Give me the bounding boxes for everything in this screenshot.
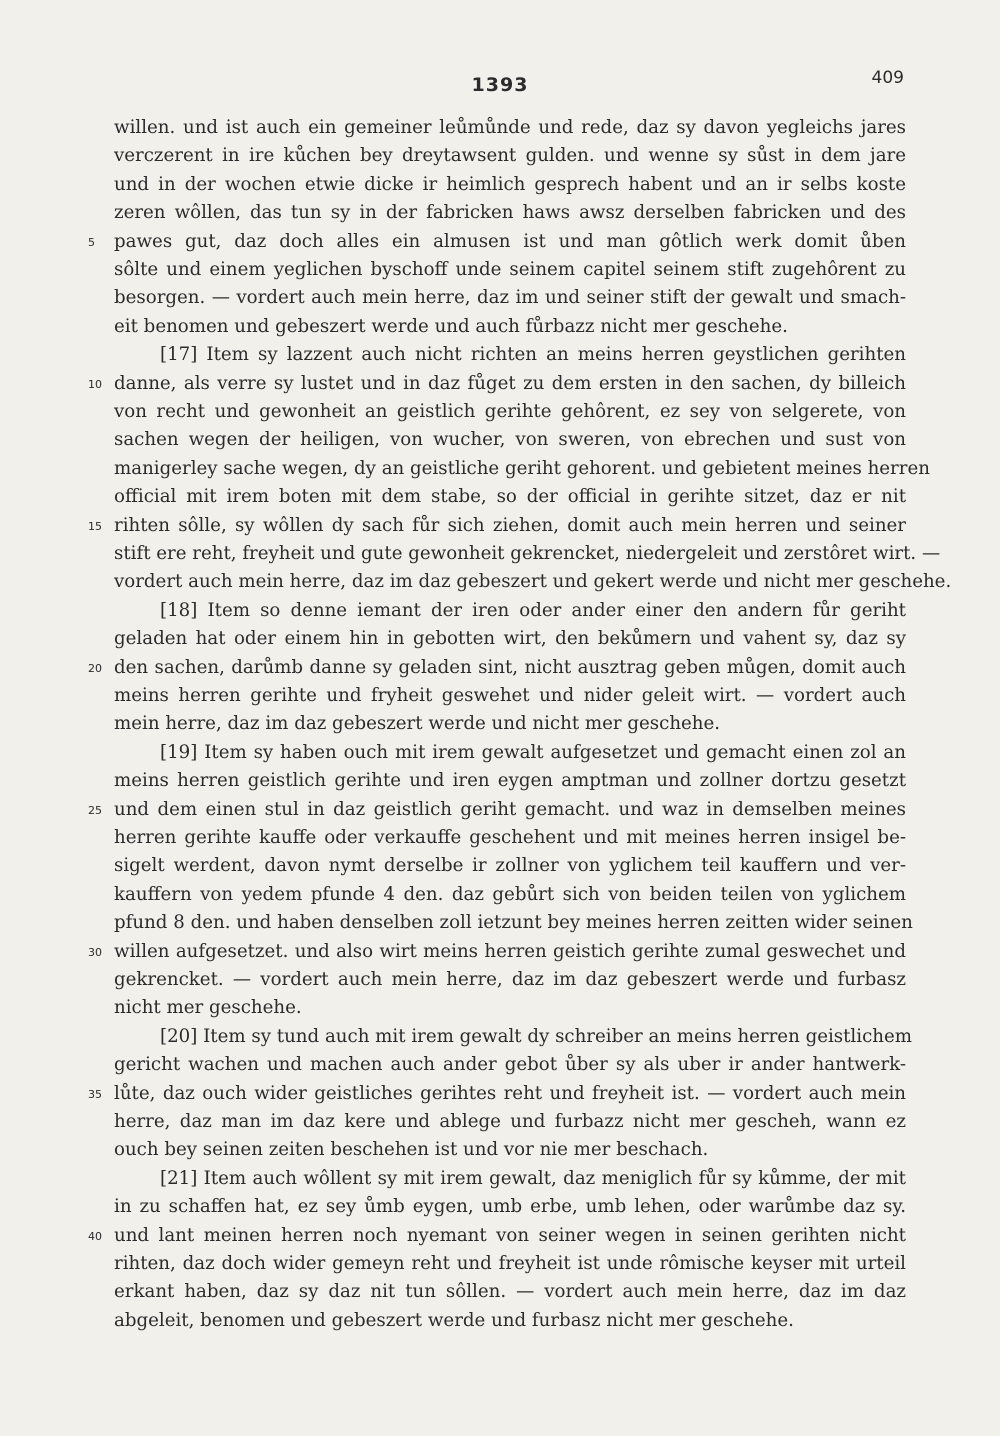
text-line: kauffern von yedem pfunde 4 den. daz gebůrt sich von beiden teilen von yglichem xyxy=(114,883,906,905)
text-line: gekrencket. — vordert auch mein herre, daz im daz gebeszert werde und furbasz xyxy=(114,969,906,990)
text-line: geladen hat oder einem hin in gebotten wirt, den bekůmern und vahent sy, daz sy xyxy=(114,628,906,650)
line-number: 15 xyxy=(88,519,102,533)
text-line: nicht mer geschehe. xyxy=(114,997,302,1019)
paragraph-start-line: [21] Item auch wôllent sy mit irem gewalt, daz meniglich fůr sy kůmme, der mit xyxy=(160,1167,906,1189)
text-line: sôlte und einem yeglichen byschoff unde seinem capitel seinem stift zugehôrent zu xyxy=(114,259,906,280)
text-line: in zu schaffen hat, ez sey ůmb eygen, umb erbe, umb lehen, oder warůmbe daz sy. xyxy=(114,1196,906,1218)
text-line: willen. und ist auch ein gemeiner leůmůnde und rede, daz sy davon yegleichs jares xyxy=(114,117,906,138)
line-number: 30 xyxy=(88,945,102,959)
text-line: sigelt werdent, davon nymt derselbe ir zollner von yglichem teil kauffern und ver- xyxy=(114,855,906,877)
text-line: und dem einen stul in daz geistlich geriht gemacht. und waz in demselben meines xyxy=(114,798,906,820)
line-number: 40 xyxy=(88,1229,102,1243)
text-line: meins herren gerihte und fryheit geswehet und nider geleit wirt. — vordert auch xyxy=(114,685,906,706)
page-number: 409 xyxy=(871,68,904,88)
text-line: willen aufgesetzet. und also wirt meins herren geistich gerihte zumal geswechet und xyxy=(114,940,906,962)
text-line: vordert auch mein herre, daz im daz gebeszert und gekert werde und nicht mer geschehe. xyxy=(114,571,952,593)
text-line: ouch bey seinen zeiten beschehen ist und vor nie mer beschach. xyxy=(114,1139,709,1161)
text-line: mein herre, daz im daz gebeszert werde und nicht mer geschehe. xyxy=(114,713,721,735)
text-line: manigerley sache wegen, dy an geistliche geriht gehorent. und gebietent meines herren xyxy=(114,457,930,479)
text-line: von recht und gewonheit an geistlich gerihte gehôrent, ez sey von selgerete, von xyxy=(114,401,906,422)
text-line: lůte, daz ouch wider geistliches gerihtes reht und freyheit ist. — vordert auch mein xyxy=(114,1082,906,1104)
text-line: pfund 8 den. und haben denselben zoll ietzunt bey meines herren zeitten wider seinen xyxy=(114,912,913,934)
text-line: abgeleit, benomen und gebeszert werde und furbasz nicht mer geschehe. xyxy=(114,1309,794,1331)
paragraph-start-line: [20] Item sy tund auch mit irem gewalt dy schreiber an meins herren geistlichem xyxy=(160,1025,912,1047)
text-line: verczerent in ire kůchen bey dreytawsent gulden. und wenne sy sůst in dem jare xyxy=(114,145,906,167)
text-line: herre, daz man im daz kere und ablege und furbazz nicht mer gescheh, wann ez xyxy=(114,1111,906,1132)
paragraph-start-line: [19] Item sy haben ouch mit irem gewalt aufgesetzet und gemacht einen zol an xyxy=(160,741,906,763)
text-line: rihten sôlle, sy wôllen dy sach fůr sich ziehen, domit auch mein herren und seiner xyxy=(114,514,906,536)
text-line: besorgen. — vordert auch mein herre, daz im und seiner stift der gewalt und smach- xyxy=(114,287,906,309)
paragraph-start-line: [17] Item sy lazzent auch nicht richten an meins herren geystlichen gerihten xyxy=(160,344,906,366)
text-line: erkant haben, daz sy daz nit tun sôllen. — vordert auch mein herre, daz im daz xyxy=(114,1281,906,1303)
text-line: zeren wôllen, das tun sy in der fabricken haws awsz derselben fabricken und des xyxy=(114,202,906,224)
text-line: rihten, daz doch wider gemeyn reht und freyheit ist unde rômische keyser mit urteil xyxy=(114,1253,906,1274)
text-line: official mit irem boten mit dem stabe, so der official in gerihte sitzet, daz er nit xyxy=(114,486,906,508)
text-line: und lant meinen herren noch nyemant von seiner wegen in seinen gerihten nicht xyxy=(114,1224,906,1246)
line-number: 35 xyxy=(88,1087,102,1101)
text-line: sachen wegen der heiligen, von wucher, von sweren, von ebrechen und sust von xyxy=(114,429,906,451)
text-line: herren gerihte kauffe oder verkauffe geschehent und mit meines herren insigel be- xyxy=(114,827,906,848)
line-number: 10 xyxy=(88,377,102,391)
line-number: 20 xyxy=(88,661,102,675)
text-line: danne, als verre sy lustet und in daz fůget zu dem ersten in den sachen, dy billeich xyxy=(114,372,906,394)
text-line: den sachen, darůmb danne sy geladen sint, nicht ausztrag geben můgen, domit auch xyxy=(114,656,906,678)
page-header-year: 1393 xyxy=(471,74,529,96)
paragraph-start-line: [18] Item so denne iemant der iren oder ander einer den andern fůr geriht xyxy=(160,599,906,621)
text-line: gericht wachen und machen auch ander gebot ůber sy als uber ir ander hantwerk- xyxy=(114,1054,906,1076)
text-line: meins herren geistlich gerihte und iren eygen amptman und zollner dortzu gesetzt xyxy=(114,770,906,792)
line-number: 25 xyxy=(88,803,102,817)
text-line: stift ere reht, freyheit und gute gewonheit gekrencket, niedergeleit und zerstôret wirt. — xyxy=(114,543,941,564)
text-line: pawes gut, daz doch alles ein almusen ist und man gôtlich werk domit ůben xyxy=(114,230,906,252)
text-line: und in der wochen etwie dicke ir heimlich gesprech habent und an ir selbs koste xyxy=(114,173,906,195)
text-line: eit benomen und gebeszert werde und auch fůrbazz nicht mer geschehe. xyxy=(114,315,788,337)
line-number: 5 xyxy=(88,235,95,249)
